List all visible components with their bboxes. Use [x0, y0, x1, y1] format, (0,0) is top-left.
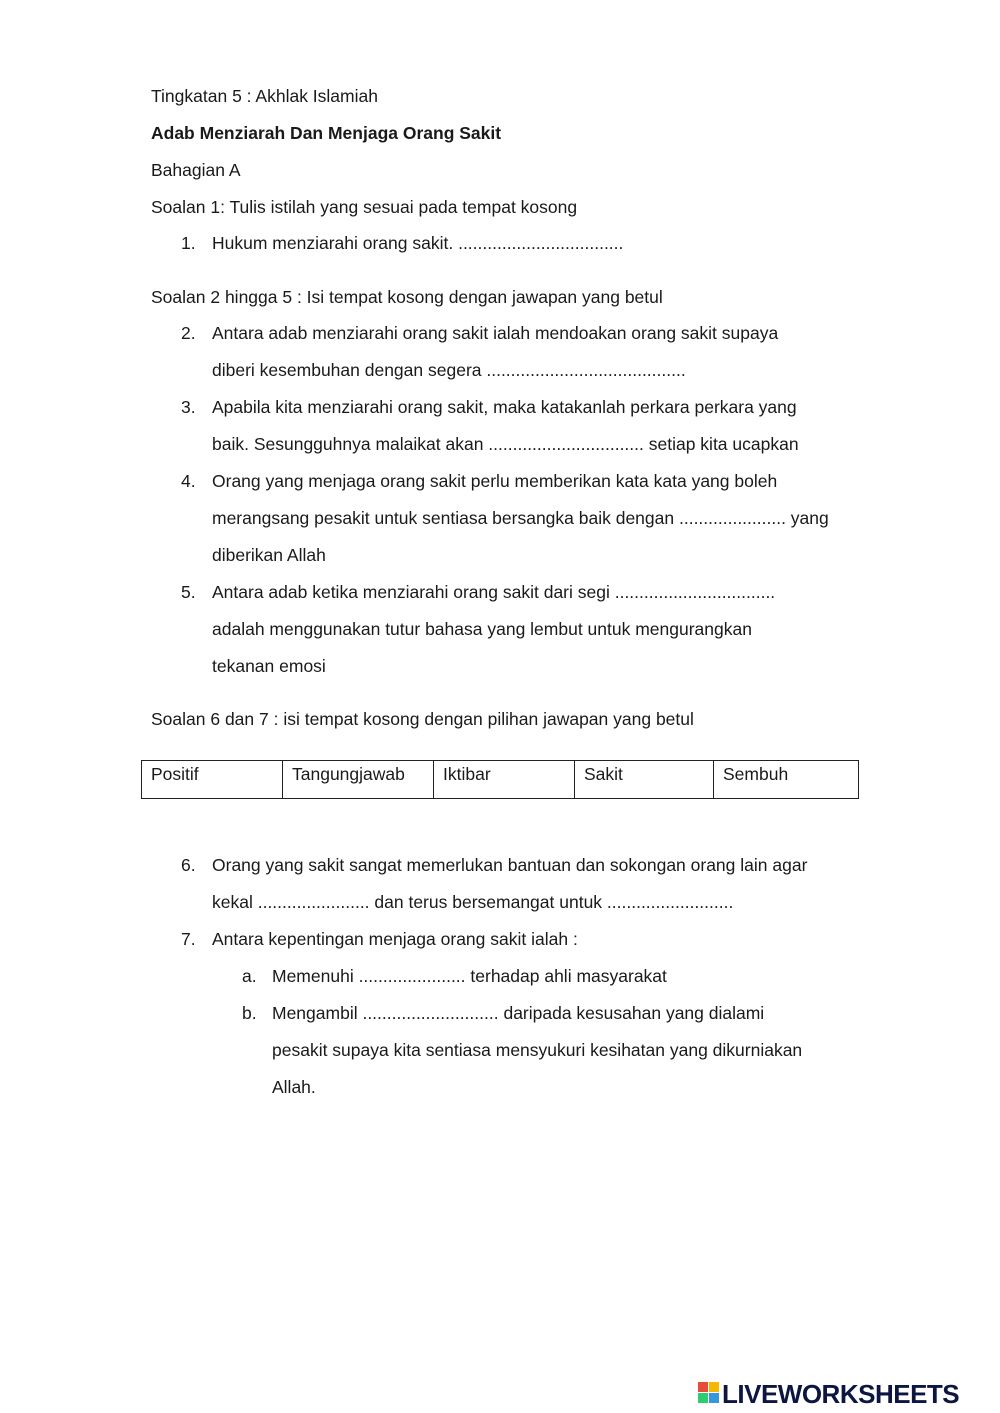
q3-line2: baik. Sesungguhnya malaikat akan ................................ setiap kita ucapkan: [212, 434, 799, 454]
q7b-line3: Allah.: [272, 1077, 316, 1097]
q5-number: 5.: [181, 582, 196, 602]
q4-line1: Orang yang menjaga orang sakit perlu memberikan kata kata yang boleh: [212, 471, 778, 491]
q5-line2: adalah menggunakan tutur bahasa yang lembut untuk mengurangkan: [212, 619, 752, 639]
option-iktibar: Iktibar: [434, 761, 575, 799]
q6-line2: kekal ....................... dan terus bersemangat untuk ..........................: [212, 892, 734, 912]
q3-line1: Apabila kita menziarahi orang sakit, maka katakanlah perkara perkara yang: [212, 397, 797, 417]
logo-text: LIVEWORKSHEETS: [722, 1379, 960, 1409]
soalan6-7-instruction: Soalan 6 dan 7 : isi tempat kosong dengan pilihan jawapan yang betul: [151, 709, 694, 729]
q2-line2: diberi kesembuhan dengan segera .........................................: [212, 360, 686, 380]
section-label: Bahagian A: [151, 160, 241, 180]
soalan2-5-instruction: Soalan 2 hingga 5 : Isi tempat kosong dengan jawapan yang betul: [151, 287, 663, 307]
q7b-line1: Mengambil ............................ daripada kesusahan yang dialami: [272, 1003, 765, 1023]
soalan1-instruction: Soalan 1: Tulis istilah yang sesuai pada tempat kosong: [151, 197, 578, 217]
worksheet-title: Adab Menziarah Dan Menjaga Orang Sakit: [151, 123, 502, 143]
option-positif: Positif: [142, 761, 283, 799]
q5-line1: Antara adab ketika menziarahi orang sakit dari segi .................................: [212, 582, 776, 602]
option-tangungjawab: Tangungjawab: [283, 761, 434, 799]
option-sakit: Sakit: [575, 761, 714, 799]
q2-line1: Antara adab menziarahi orang sakit ialah mendoakan orang sakit supaya: [212, 323, 779, 343]
q4-line2: merangsang pesakit untuk sentiasa bersangka baik dengan ...................... yang: [212, 508, 829, 528]
q3-number: 3.: [181, 397, 196, 417]
q7-number: 7.: [181, 929, 196, 949]
q1-text: Hukum menziarahi orang sakit. ..................................: [212, 233, 624, 253]
q7a-text: Memenuhi ...................... terhadap ahli masyarakat: [272, 966, 667, 986]
option-sembuh: Sembuh: [714, 761, 859, 799]
q6-number: 6.: [181, 855, 196, 875]
q7b-line2: pesakit supaya kita sentiasa mensyukuri kesihatan yang dikurniakan: [272, 1040, 803, 1060]
logo-blocks-icon: [698, 1382, 720, 1404]
q7b-label: b.: [242, 1003, 257, 1023]
q7a-label: a.: [242, 966, 257, 986]
q2-number: 2.: [181, 323, 196, 343]
q5-line3: tekanan emosi: [212, 656, 326, 676]
q7-line1: Antara kepentingan menjaga orang sakit ialah :: [212, 929, 578, 949]
subject-heading: Tingkatan 5 : Akhlak Islamiah: [151, 86, 378, 106]
q1-number: 1.: [181, 233, 196, 253]
liveworksheets-logo: [698, 1379, 994, 1409]
q6-line1: Orang yang sakit sangat memerlukan bantuan dan sokongan orang lain agar: [212, 855, 808, 875]
q4-line3: diberikan Allah: [212, 545, 326, 565]
answer-options-table: [141, 760, 859, 799]
q4-number: 4.: [181, 471, 196, 491]
